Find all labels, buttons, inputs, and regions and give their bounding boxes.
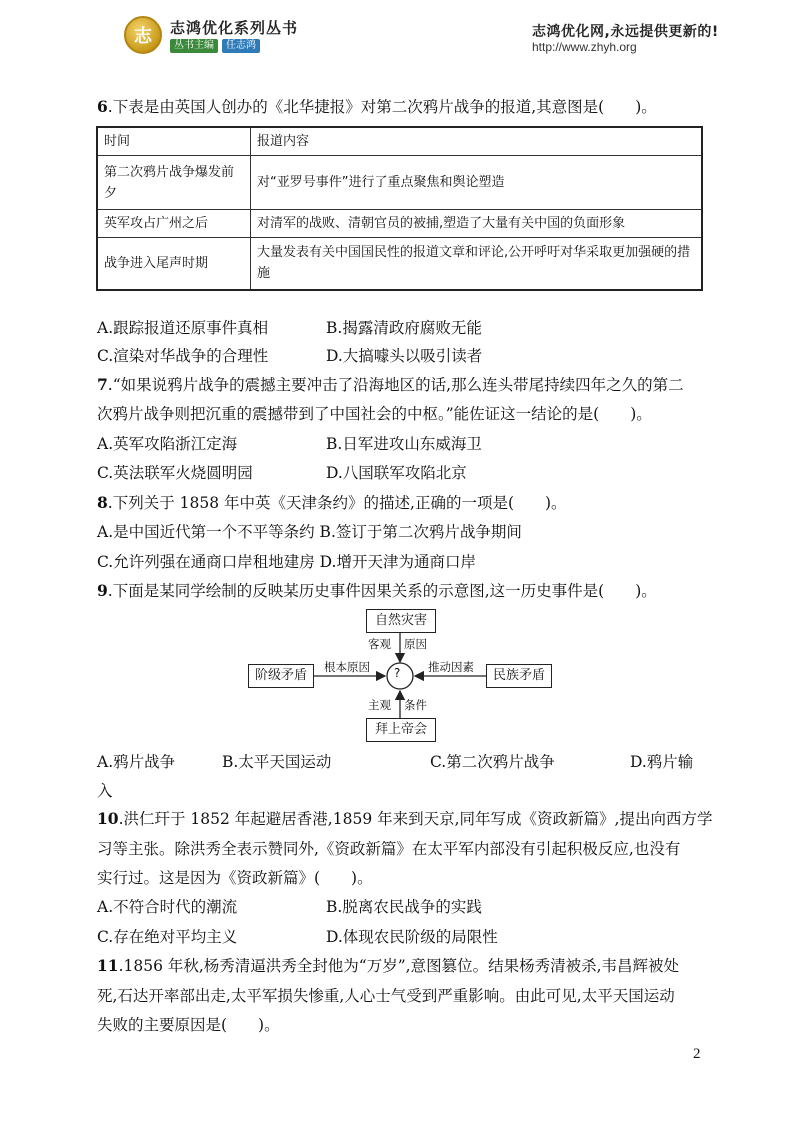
- question-number: 11: [97, 956, 119, 975]
- diagram-label-top-left: 客观: [368, 637, 391, 651]
- table-cell-time: 战争进入尾声时期: [97, 238, 251, 290]
- diagram-box-right: 民族矛盾: [486, 664, 552, 688]
- table-header-cell: 时间: [97, 127, 251, 156]
- question-6-option-a[interactable]: A.跟踪报道还原事件真相: [97, 319, 269, 337]
- question-number: 7: [97, 375, 108, 394]
- question-text: .下列关于 1858 年中英《天津条约》的描述,正确的一项是( )。: [107, 494, 567, 512]
- page-number: 2: [693, 1046, 701, 1062]
- diagram-box-left: 阶级矛盾: [248, 664, 314, 688]
- diagram-label-left: 根本原因: [324, 660, 370, 674]
- question-8-stem: [97, 492, 567, 514]
- diagram-box-bottom: 拜上帝会: [366, 718, 436, 742]
- question-text: .下表是由英国人创办的《北华捷报》对第二次鸦片战争的报道,其意图是( )。: [107, 98, 657, 116]
- publisher-logo: [124, 16, 162, 54]
- question-9-option-d[interactable]: D.鸦片输: [630, 753, 694, 771]
- question-number: 6: [97, 97, 108, 116]
- question-11-stem-line-2: 死,石达开率部出走,太平军损失惨重,人心士气受到严重影响。由此可见,太平天国运动: [97, 987, 675, 1005]
- question-10-option-a[interactable]: A.不符合时代的潮流: [97, 898, 238, 916]
- series-title: 志鸿优化系列丛书: [170, 19, 299, 37]
- table-cell-time: 第二次鸦片战争爆发前夕: [97, 156, 251, 210]
- table-row: [97, 210, 702, 238]
- table-header-row: [97, 127, 702, 156]
- table-cell-content: 对清军的战败、清朝官员的被捕,塑造了大量有关中国的负面形象: [251, 210, 703, 238]
- site-slogan: 志鸿优化网,永远提供更新的!: [532, 24, 719, 40]
- question-9-option-a[interactable]: A.鸦片战争: [97, 753, 176, 771]
- table-cell-content: 大量发表有关中国国民性的报道文章和评论,公开呼吁对华采取更加强硬的措施: [251, 238, 703, 290]
- diagram-label-bottom-left: 主观: [368, 698, 391, 712]
- question-11-stem-line-1: [97, 955, 679, 977]
- question-8-options-line-1[interactable]: A.是中国近代第一个不平等条约 B.签订于第二次鸦片战争期间: [97, 523, 522, 541]
- table-cell-content: 对“亚罗号事件”进行了重点聚焦和舆论塑造: [251, 156, 703, 210]
- cause-effect-diagram: [240, 608, 560, 744]
- news-report-table: [96, 126, 703, 291]
- table-header-cell: 报道内容: [251, 127, 703, 156]
- question-7-option-a[interactable]: A.英军攻陷浙江定海: [97, 435, 238, 453]
- table-row: [97, 238, 702, 290]
- question-10-stem-line-1: [97, 808, 712, 830]
- question-9-option-b[interactable]: B.太平天国运动: [222, 753, 332, 771]
- question-6-option-b[interactable]: B.揭露清政府腐败无能: [326, 319, 482, 337]
- question-6-option-c[interactable]: C.渲染对华战争的合理性: [97, 347, 269, 365]
- logo-char: 志: [134, 26, 152, 47]
- question-7-option-c[interactable]: C.英法联军火烧圆明园: [97, 464, 253, 482]
- question-10-option-d[interactable]: D.体现农民阶级的局限性: [326, 928, 498, 946]
- question-9-option-c[interactable]: C.第二次鸦片战争: [430, 753, 555, 771]
- diagram-label-top-right: 原因: [404, 637, 427, 651]
- question-number: 9: [97, 581, 108, 600]
- editor-name-badge: 任志鸿: [222, 39, 260, 53]
- question-text: .下面是某同学绘制的反映某历史事件因果关系的示意图,这一历史事件是( )。: [107, 582, 657, 600]
- site-url: http://www.zhyh.org: [532, 40, 637, 54]
- question-text: .1856 年秋,杨秀清逼洪秀全封他为“万岁”,意图篡位。结果杨秀清被杀,韦昌辉被处: [118, 957, 680, 975]
- question-text: .洪仁玕于 1852 年起避居香港,1859 年来到天京,同年写成《资政新篇》,提出向西方学: [118, 810, 713, 828]
- question-8-options-line-2[interactable]: C.允许列强在通商口岸租地建房 D.增开天津为通商口岸: [97, 553, 476, 571]
- question-text: .“如果说鸦片战争的震撼主要冲击了沿海地区的话,那么连头带尾持续四年之久的第二: [107, 376, 684, 394]
- question-6-option-d[interactable]: D.大搞噱头以吸引读者: [326, 347, 483, 365]
- question-9-stem: [97, 580, 657, 602]
- question-10-stem-line-3: 实行过。这是因为《资政新篇》( )。: [97, 869, 373, 887]
- table-cell-time: 英军攻占广州之后: [97, 210, 251, 238]
- table-row: [97, 156, 702, 210]
- question-10-stem-line-2: 习等主张。除洪秀全表示赞同外,《资政新篇》在太平军内部没有引起积极反应,也没有: [97, 840, 681, 858]
- diagram-center-mark: ?: [394, 666, 401, 680]
- question-6-stem: [97, 96, 657, 118]
- question-number: 8: [97, 493, 108, 512]
- question-9-option-d-wrap: 入: [97, 782, 113, 800]
- diagram-box-top: 自然灾害: [366, 609, 436, 633]
- question-7-option-d[interactable]: D.八国联军攻陷北京: [326, 464, 467, 482]
- diagram-label-bottom-right: 条件: [404, 698, 427, 712]
- question-10-option-c[interactable]: C.存在绝对平均主义: [97, 928, 238, 946]
- question-7-stem-line-1: [97, 374, 684, 396]
- question-11-stem-line-3: 失败的主要原因是( )。: [97, 1016, 280, 1034]
- editor-label-badge: 丛书主编: [170, 39, 218, 53]
- question-7-option-b[interactable]: B.日军进攻山东威海卫: [326, 435, 482, 453]
- question-7-stem-line-2: 次鸦片战争则把沉重的震撼带到了中国社会的中枢。”能佐证这一结论的是( )。: [97, 405, 652, 423]
- diagram-label-right: 推动因素: [428, 660, 474, 674]
- question-number: 10: [97, 809, 119, 828]
- question-10-option-b[interactable]: B.脱离农民战争的实践: [326, 898, 482, 916]
